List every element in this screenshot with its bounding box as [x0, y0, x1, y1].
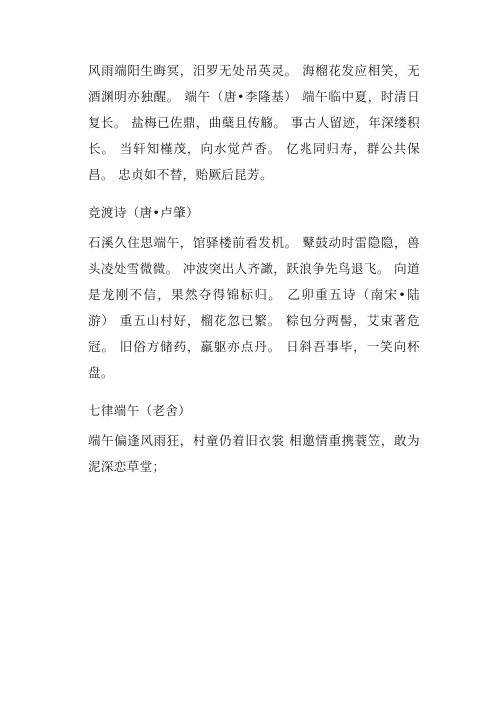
spacer: [88, 386, 420, 392]
poem-heading-jingdu: 竞渡诗（唐•卢肇）: [88, 205, 199, 220]
poem-paragraph-3: 端午偏逢风雨狂，村童仍着旧衣裳 相邀情重携蓑笠，敢为泥深恋草堂；: [88, 433, 420, 474]
poem-paragraph-1: 风雨端阳生晦冥，汨罗无处吊英灵。 海榴花发应相笑，无酒渊明亦独醒。 端午（唐•李隆基） 端午临中夏，时清日复长。 盐梅已佐鼎，曲蘖且传觞。 事古人留迹，年深缕积长。 当轩知槿茂，向水觉芦香。 亿兆同归寿，群公共保昌。 忠贞如不替，贻厥后昆芳。: [88, 63, 420, 182]
spacer: [88, 188, 420, 194]
poem-heading-qilv: 七律端午（老舍）: [88, 403, 192, 418]
poem-paragraph-2: 石溪久住思端午，馆驿楼前看发机。 鼙鼓动时雷隐隐，兽头凌处雪微微。 冲波突出人齐譀，跃浪争先鸟退飞。 向道是龙刚不信，果然夺得锦标归。 乙卯重五诗（南宋•陆游） 重五山村好，榴花忽已繁。 粽包分两髻，艾束著危冠。 旧俗方储药，羸躯亦点丹。 日斜吾事毕，一笑向杯盘。: [88, 235, 420, 380]
document-body: [88, 58, 420, 480]
